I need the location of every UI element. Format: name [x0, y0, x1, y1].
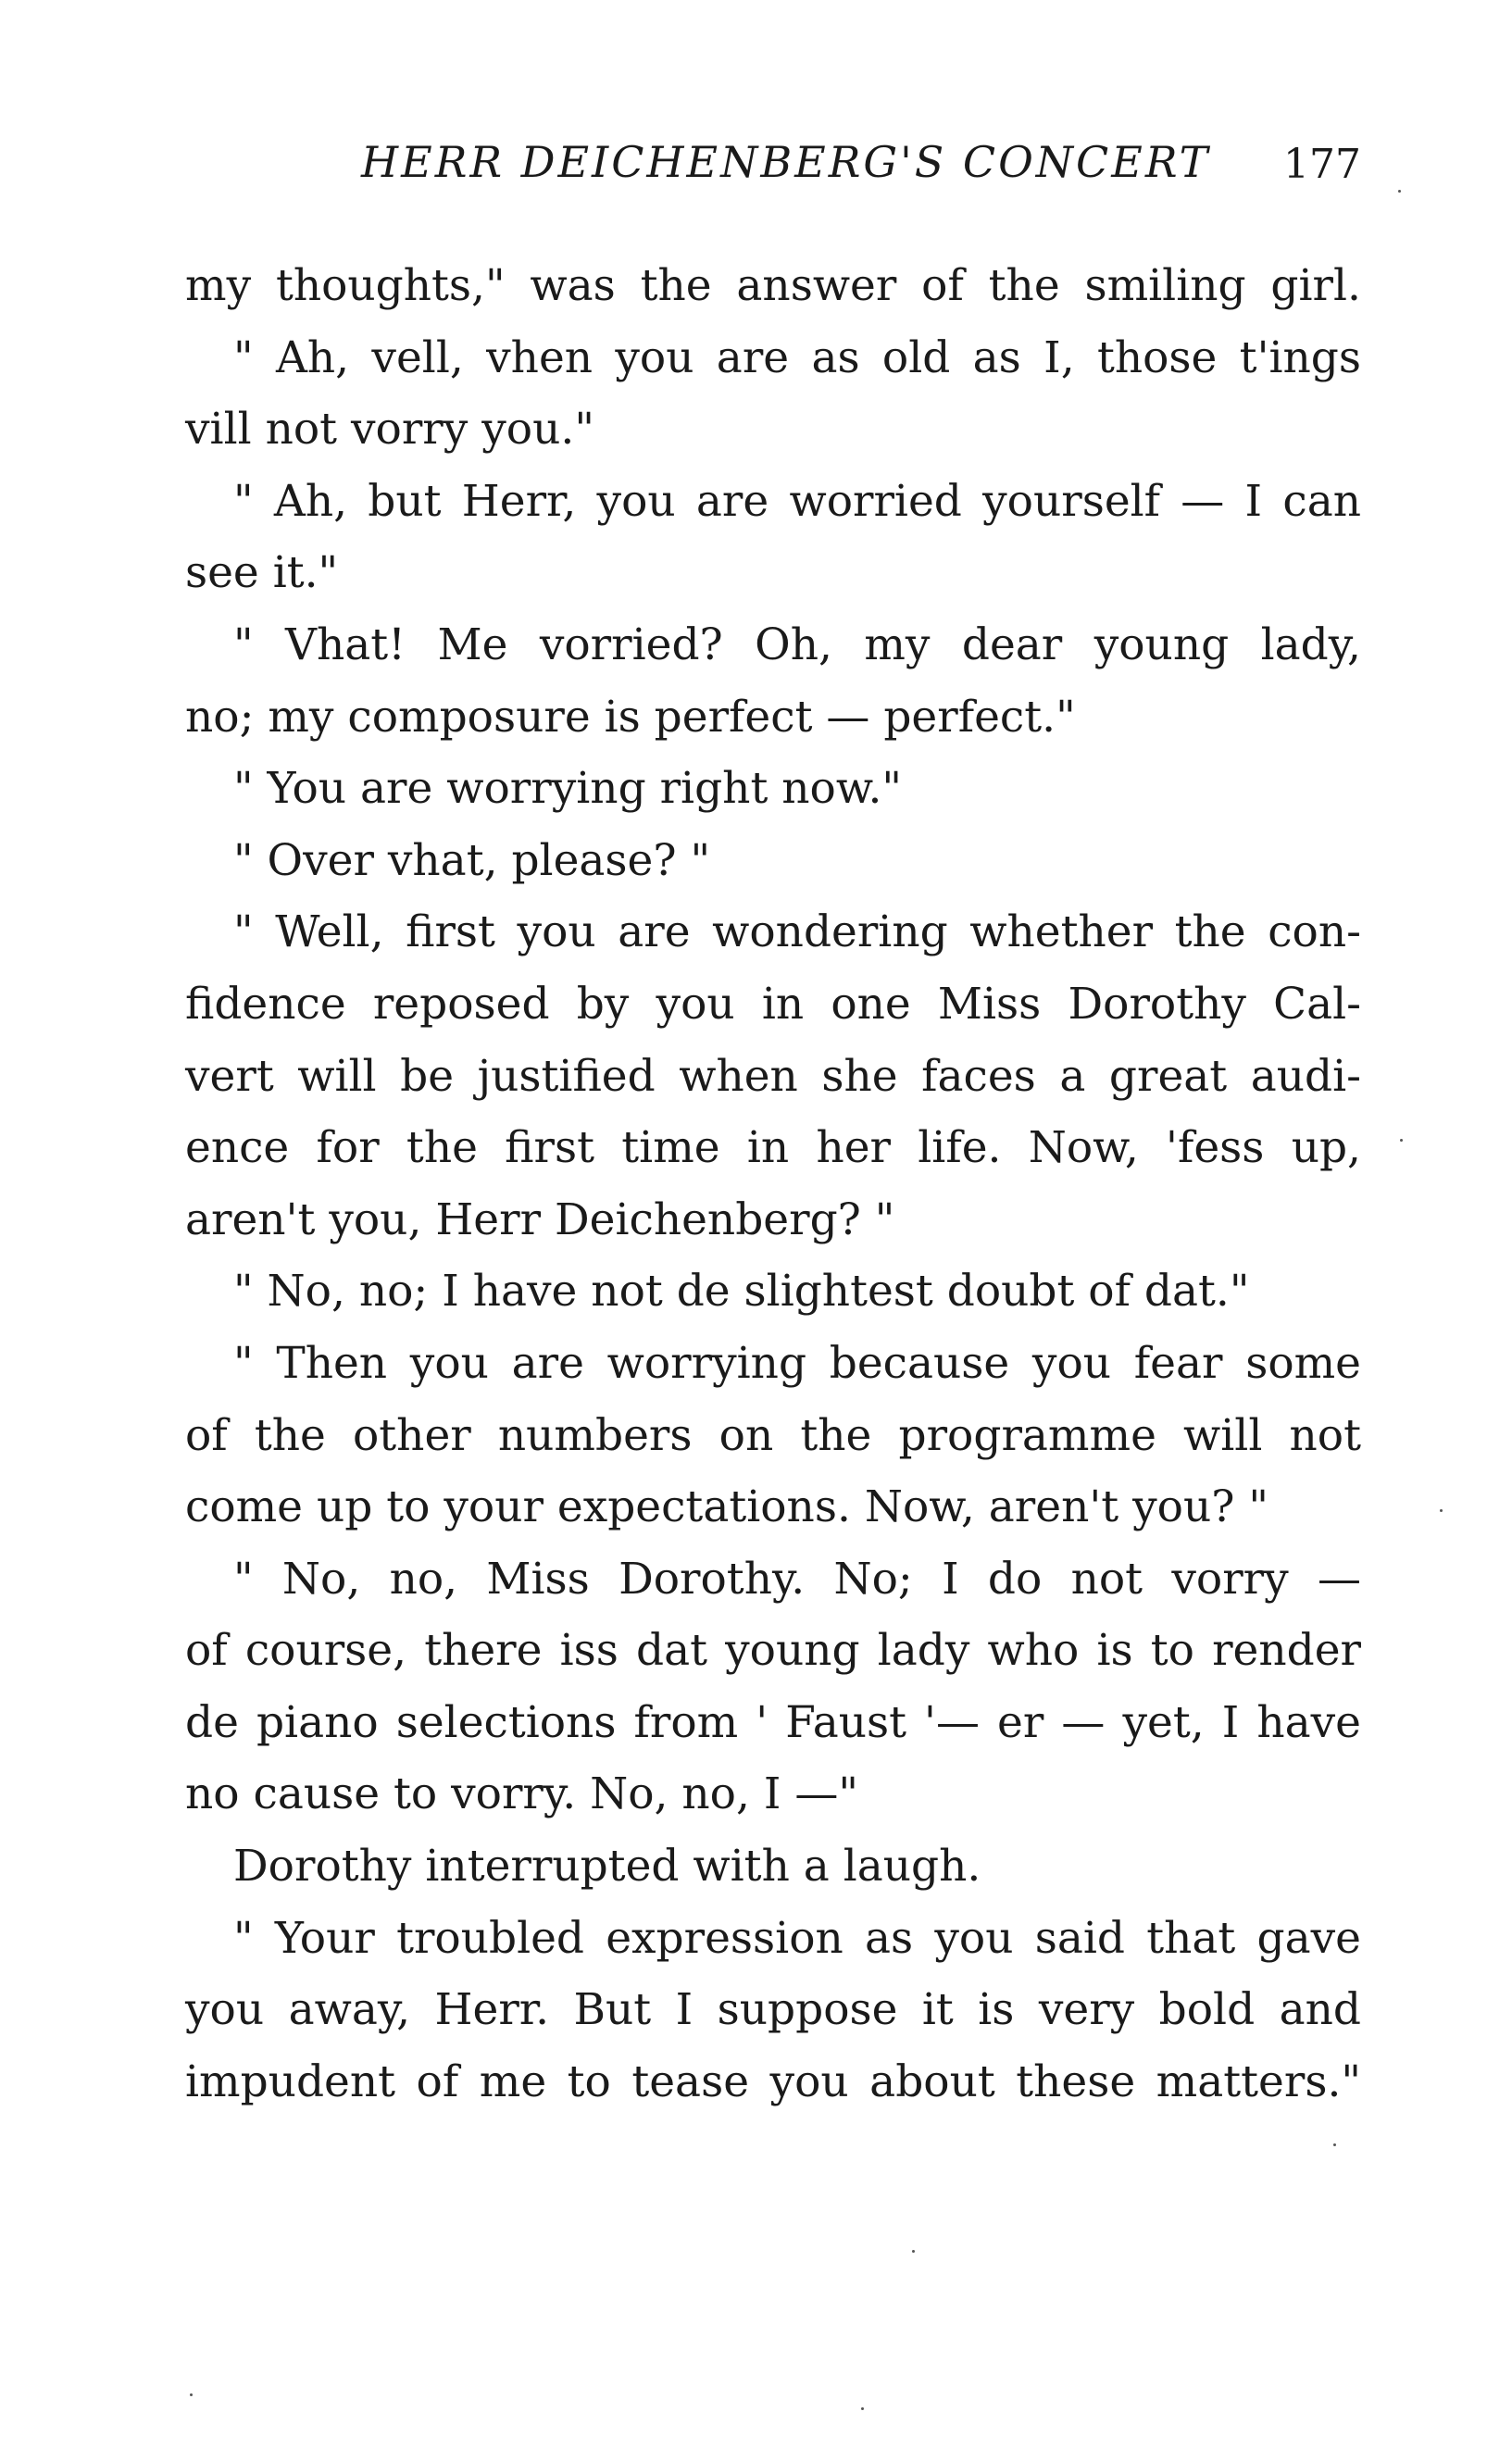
scan-speck: [190, 2393, 193, 2396]
text-line: my thoughts," was the answer of the smiling girl.: [185, 260, 1361, 311]
text-line: " Your troubled expression as you said that gave: [233, 1912, 1361, 1964]
scan-speck: [1440, 1509, 1443, 1512]
scan-speck: [861, 2407, 864, 2410]
text-line: " Vhat! Me vorried? Oh, my dear young lady,: [233, 618, 1361, 670]
scan-speck: [912, 2250, 915, 2253]
text-line: aren't you, Herr Deichenberg? ": [185, 1193, 895, 1245]
text-line: impudent of me to tease you about these matters.": [185, 2055, 1361, 2107]
text-line: come up to your expectations. Now, aren't you? ": [185, 1481, 1268, 1533]
text-line: " You are worrying right now.": [233, 763, 903, 815]
scan-speck: [1400, 1139, 1403, 1142]
text-line: " Well, first you are wondering whether the con-: [233, 906, 1361, 958]
text-line: you away, Herr. But I suppose it is very bold and: [185, 1984, 1361, 2036]
text-line: vill not vorry you.": [185, 404, 594, 456]
scan-speck: [1398, 190, 1401, 193]
running-head: [185, 137, 1361, 202]
text-line: " No, no; I have not de slightest doubt of dat.": [233, 1266, 1250, 1318]
text-line: " Over vhat, please? ": [233, 834, 711, 886]
text-line: " No, no, Miss Dorothy. No; I do not vorry —: [233, 1553, 1361, 1605]
text-line: ence for the first time in her life. Now, 'fess up,: [185, 1122, 1361, 1174]
body-text: [185, 250, 1361, 2118]
text-line: no; my composure is perfect — perfect.": [185, 691, 1076, 743]
text-line: Dorothy interrupted with a laugh.: [233, 1841, 981, 1893]
text-line: of the other numbers on the programme will not: [185, 1409, 1361, 1461]
text-line: see it.": [185, 547, 339, 599]
scan-speck: [1333, 2143, 1336, 2146]
running-title: HERR DEICHENBERG'S CONCERT: [361, 137, 1211, 187]
text-line: vert will be justified when she faces a great audi-: [185, 1050, 1361, 1102]
text-line: " Then you are worrying because you fear some: [233, 1337, 1361, 1389]
text-line: fidence reposed by you in one Miss Dorothy Cal-: [185, 978, 1361, 1030]
page-number: 177: [1283, 141, 1361, 188]
text-line: no cause to vorry. No, no, I —": [185, 1768, 858, 1820]
text-line: " Ah, vell, vhen you are as old as I, those t'ings: [233, 331, 1361, 383]
text-line: " Ah, but Herr, you are worried yourself — I can: [233, 475, 1361, 527]
text-line: of course, there iss dat young lady who is to render: [185, 1625, 1361, 1677]
text-line: de piano selections from ' Faust '— er — yet, I have: [185, 1696, 1361, 1748]
